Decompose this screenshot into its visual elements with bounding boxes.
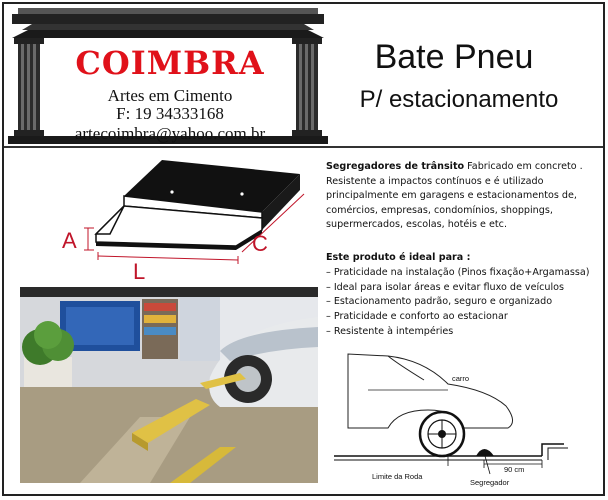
- benefit-item: – Estacionamento padrão, seguro e organizado: [326, 296, 553, 308]
- benefit-item: – Resistente à intempéries: [326, 325, 454, 337]
- header-divider: [4, 146, 603, 148]
- car-label: carro: [452, 374, 470, 383]
- installation-photo: [20, 287, 318, 483]
- brand-name: COIMBRA: [75, 44, 265, 82]
- dimension-c-label: C: [252, 231, 268, 256]
- wheel-stop-diagram: [50, 150, 310, 270]
- description-text: Fabricado em concreto . Resistente a impactos contínuos e é utilizado principalmente em garagens e estacionamentos de, comércios, empresas, condomínios, shoppings, supermercados, escolas, hotéis e etc.: [326, 161, 583, 231]
- distance-label: 90 cm: [504, 465, 525, 474]
- email-address[interactable]: artecoimbra@yahoo.com.br: [74, 124, 266, 143]
- company-logo: [8, 8, 328, 146]
- wheel-limit-label: Limite da Roda: [372, 472, 423, 481]
- parking-scene-image: [20, 287, 318, 483]
- product-subtitle: P/ estacionamento: [359, 86, 559, 113]
- description-heading: Segregadores de trânsito: [326, 161, 465, 172]
- product-title: Bate Pneu: [374, 38, 534, 76]
- benefits-list: [326, 266, 589, 340]
- benefit-item: – Praticidade e conforto ao estacionar: [326, 311, 508, 323]
- dimension-l-label: L: [133, 259, 146, 284]
- car-position-sketch: [328, 350, 594, 490]
- benefit-item: – Praticidade na instalação (Pinos fixação+Argamassa): [326, 267, 590, 278]
- segregator-label: Segregador: [470, 478, 510, 487]
- ideal-for-title: Este produto é ideal para :: [326, 252, 471, 263]
- phone-number: F: 19 34333168: [116, 104, 224, 123]
- benefit-item: – Ideal para isolar áreas e evitar fluxo de veículos: [326, 281, 565, 293]
- brand-subtitle: Artes em Cimento: [107, 86, 233, 105]
- product-description: [326, 160, 596, 233]
- dimension-a-label: A: [62, 228, 77, 253]
